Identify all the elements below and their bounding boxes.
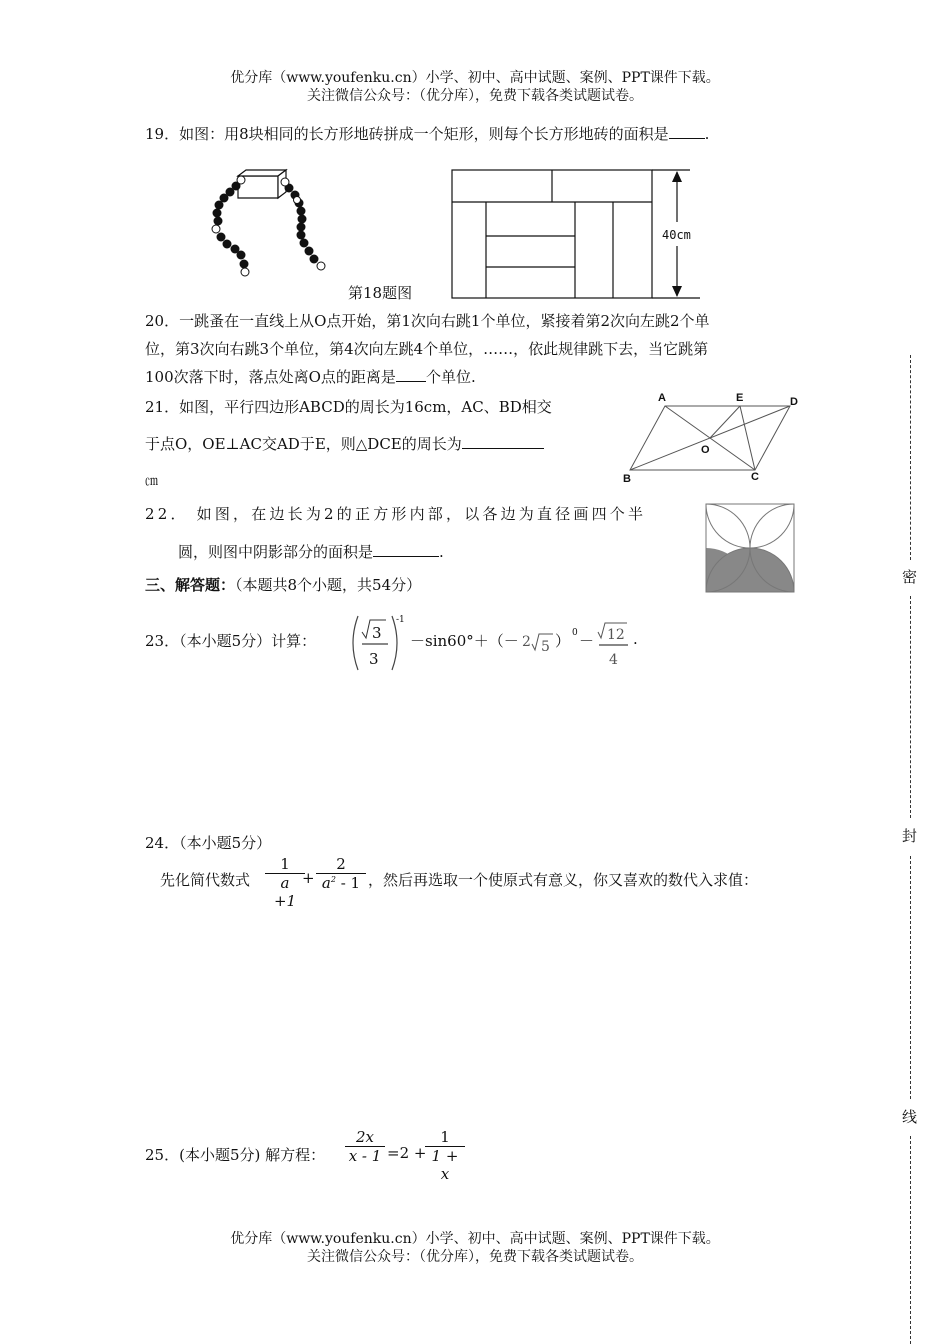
question-25 <box>145 1128 545 1182</box>
question-20 <box>145 307 810 391</box>
q24-f2-den-sup: 2 <box>330 875 336 884</box>
q24-f2-den-a: a <box>321 874 331 892</box>
binding-char-xian: 线 <box>902 1108 918 1126</box>
q25-rnum: 1 <box>440 1128 450 1146</box>
q23-exponent: -1 <box>396 615 405 625</box>
q22-square-semicircles-figure <box>705 503 795 593</box>
q23-period: . <box>633 630 638 648</box>
q21-line-2-wrap <box>145 430 544 458</box>
q23-prefix: 23．（本小题5分）计算： <box>145 632 317 650</box>
q23-den3: 3 <box>369 650 379 668</box>
q23-middle: －sin60°＋（－ <box>410 632 519 650</box>
binding-line-segment-4 <box>910 1136 911 1344</box>
header-line-2: 关注微信公众号：（优分库），免费下载各类试题试卷。 <box>307 88 643 104</box>
q24-suffix: ，然后再选取一个使原式有意义，你又喜欢的数代入求值： <box>368 871 759 889</box>
q24-title: 24．（本小题5分） <box>145 834 272 852</box>
q20-unit: 个单位. <box>425 368 476 386</box>
q19-dimension-label: 40cm <box>662 228 691 242</box>
q23-close: ） <box>555 632 571 650</box>
q21-line-2: 于点O，OE⊥AC交AD于E，则△DCE的周长为 <box>145 435 462 453</box>
q24-f1-den: a +1 <box>265 873 305 910</box>
q24-f2-den-rest: - 1 <box>335 874 361 892</box>
section-3-title: 三、解答题： <box>145 576 236 594</box>
q23-paren-fraction <box>350 612 410 674</box>
q20-answer-blank[interactable] <box>396 367 426 382</box>
q23-expression <box>350 612 660 674</box>
q25-left-fraction <box>345 1128 385 1165</box>
q21-parallelogram-figure <box>615 388 810 488</box>
q25-lden: x - 1 <box>345 1146 385 1165</box>
q24-fraction-2 <box>316 855 366 892</box>
q22-line-1: 22． 如图，在边长为2的正方形内部，以各边为直径画四个半 <box>145 505 647 523</box>
binding-line-segment-2 <box>910 596 911 818</box>
q22-answer-blank[interactable] <box>373 542 439 557</box>
q23-rad5: 5 <box>541 639 550 655</box>
binding-char-mi: 密 <box>902 568 918 586</box>
q23-den4: 4 <box>609 652 618 668</box>
q23-sqrt12-over-4 <box>597 620 631 670</box>
label-c: C <box>751 471 759 483</box>
q23-coef: 2 <box>522 634 531 650</box>
q22-line-2: 圆，则图中阴影部分的面积是 <box>178 543 374 561</box>
label-d: D <box>790 396 798 408</box>
binding-line-segment-3 <box>910 856 911 1099</box>
q25-prefix: 25．(本小题5分) 解方程： <box>145 1146 326 1164</box>
label-a: A <box>658 392 666 404</box>
q21-answer-blank[interactable] <box>462 434 544 449</box>
q24-prefix: 先化简代数式 <box>160 871 251 889</box>
label-b: B <box>623 473 631 485</box>
q20-line-3: 100次落下时，落点处离O点的距离是 <box>145 368 396 386</box>
q23-sqrt5 <box>531 626 555 656</box>
q21-line-1: 21．如图，平行四边形ABCD的周长为16cm，AC、BD相交 <box>145 398 552 416</box>
q25-equals: =2 + <box>387 1144 427 1162</box>
q18-caption: 第18题图 <box>348 284 413 302</box>
q25-right-fraction <box>425 1128 465 1183</box>
q24-plus: + <box>302 869 315 887</box>
section-3-heading <box>145 571 421 599</box>
q19-tiles-figure <box>450 166 705 302</box>
header-line-1: 优分库（www.youfenku.cn）小学、初中、高中试题、案例、PPT课件下载。 <box>230 70 720 86</box>
q24-f2-num: 2 <box>336 855 346 873</box>
q18-bead-figure <box>200 160 340 285</box>
q22-period: . <box>439 543 444 561</box>
question-19 <box>145 120 709 148</box>
q25-lnum: 2x <box>355 1128 374 1146</box>
q24-body <box>160 855 810 910</box>
label-e: E <box>736 392 744 404</box>
q23-sqrt3: 3 <box>372 624 382 642</box>
q24-fraction-1 <box>265 855 305 910</box>
q24-f2-den <box>316 873 366 892</box>
binding-char-feng: 封 <box>902 827 918 845</box>
q22-line-2-wrap <box>178 538 444 566</box>
q20-line-1: 20．一跳蚤在一直线上从O点开始，第1次向右跳1个单位，紧接着第2次向左跳2个单 <box>145 312 710 330</box>
box-icon <box>238 170 286 198</box>
q21-unit: ㎝ <box>145 474 159 489</box>
q23-rad12: 12 <box>607 627 625 643</box>
section-3-note: （本题共8个小题，共54分） <box>235 576 422 594</box>
footer-line-2: 关注微信公众号：（优分库），免费下载各类试题试卷。 <box>307 1249 643 1265</box>
arrow-up-icon <box>672 171 682 182</box>
q19-answer-blank[interactable] <box>669 124 705 139</box>
q24-f1-num: 1 <box>280 855 290 873</box>
q25-rden: 1 + x <box>425 1146 465 1183</box>
binding-line-segment-1 <box>910 355 911 560</box>
q23-minus: － <box>579 632 595 650</box>
label-o: O <box>701 444 710 456</box>
q20-line-2: 位，第3次向右跳3个单位，第4次向左跳4个单位，……，依此规律跳下去，当它跳第 <box>145 340 709 358</box>
q23-exp0: 0 <box>572 628 578 638</box>
q19-period: . <box>704 125 710 143</box>
arrow-down-icon <box>672 286 682 297</box>
footer-line-1: 优分库（www.youfenku.cn）小学、初中、高中试题、案例、PPT课件下载。 <box>230 1231 720 1247</box>
q19-text: 19．如图：用8块相同的长方形地砖拼成一个矩形，则每个长方形地砖的面积是 <box>145 125 669 143</box>
